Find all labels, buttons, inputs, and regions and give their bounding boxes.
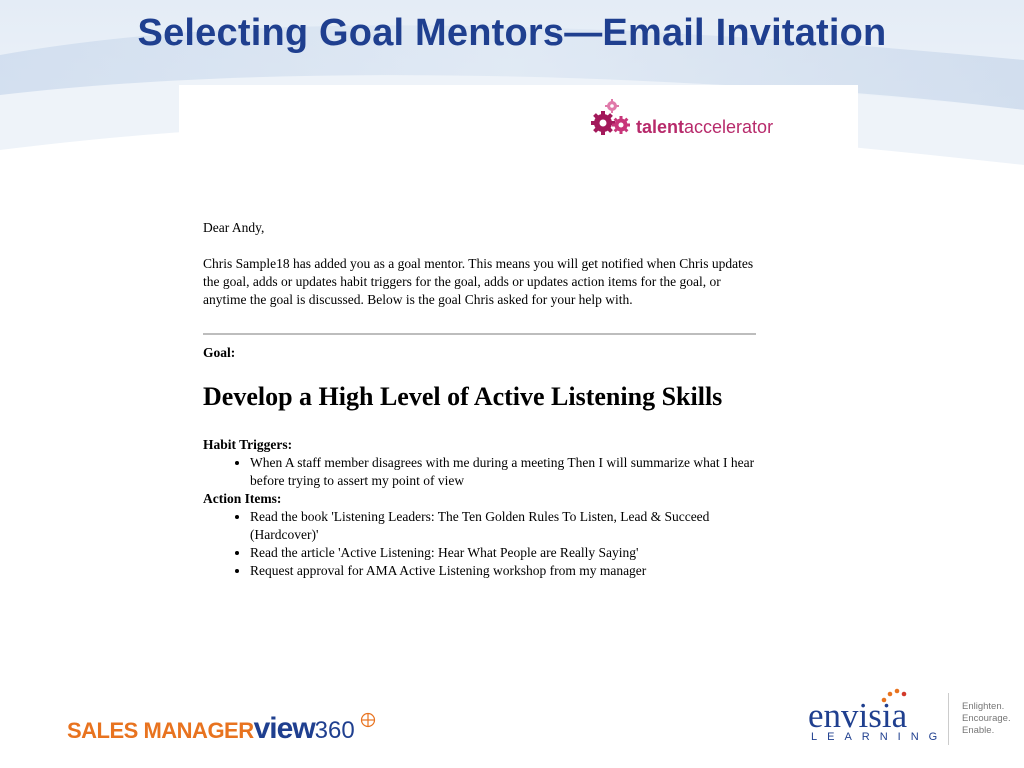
- envisia-learning-logo: [808, 688, 1018, 748]
- action-item: • Read the book 'Listening Leaders: The Ten Golden Rules To Listen, Lead & Succeed (Hardcover)': [250, 508, 763, 544]
- gears-icon: [590, 97, 636, 141]
- logo-text-360: 360: [314, 717, 355, 744]
- action-item: • Request approval for AMA Active Listening workshop from my manager: [250, 562, 763, 580]
- brand-name-bold: talent: [636, 117, 685, 137]
- envisia-wordmark: envisia: [808, 696, 908, 735]
- logo-text-view: view: [253, 712, 315, 745]
- habit-trigger-item: • When A staff member disagrees with me during a meeting Then I will summarize what I hear before trying to assert my point of view: [250, 454, 763, 490]
- email-intro: Chris Sample18 has added you as a goal mentor. This means you will get notified when Chris updates the goal, adds or updates habit triggers for the goal, adds or updates action items for the goal, or anytime the goal is discussed. Below is the goal Chris asked for your help with.: [203, 256, 754, 307]
- logo-text-sales-manager: SALES MANAGER: [67, 718, 254, 743]
- brand-name-rest: accelerator: [684, 117, 774, 137]
- learning-wordmark: LEARNING: [811, 731, 948, 743]
- action-items-label: Action Items:: [203, 491, 282, 506]
- email-greeting: Dear Andy,: [203, 220, 265, 235]
- tagline-line: Enable.: [962, 725, 995, 736]
- slide-title: Selecting Goal Mentors—Email Invitation: [137, 12, 887, 54]
- goal-title: Develop a High Level of Active Listening Skills: [203, 382, 723, 411]
- action-items-list: [203, 508, 763, 580]
- brand-name: [636, 117, 773, 138]
- action-item: • Read the article 'Active Listening: Hear What People are Really Saying': [250, 544, 763, 562]
- divider: [203, 333, 756, 335]
- tagline-line: Encourage.: [962, 713, 1011, 724]
- logo-divider: [948, 693, 949, 745]
- talentaccelerator-logo: [590, 97, 790, 147]
- crosshair-icon: [360, 712, 376, 728]
- habit-triggers-list: [203, 454, 763, 490]
- tagline: [962, 701, 1011, 737]
- goal-label: Goal:: [203, 345, 236, 360]
- habit-triggers-label: Habit Triggers:: [203, 437, 293, 452]
- email-body: [203, 219, 763, 580]
- sales-manager-view-logo: [67, 712, 376, 748]
- tagline-line: Enlighten.: [962, 701, 1005, 712]
